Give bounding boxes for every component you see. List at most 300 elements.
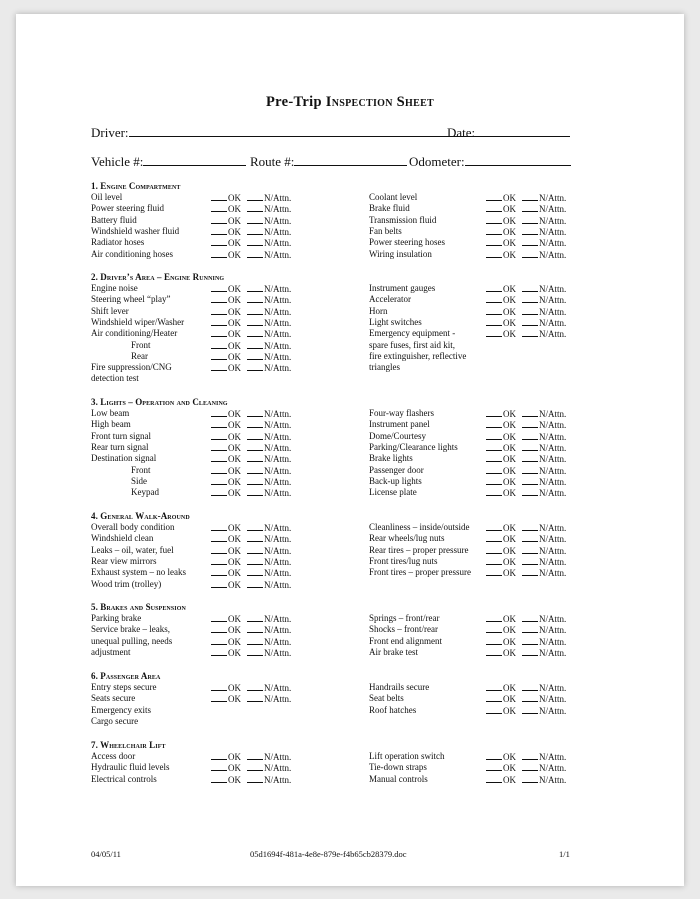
checklist-row — [91, 579, 316, 590]
checklist-item-label: Roof hatches — [369, 704, 417, 715]
na-blank[interactable] — [247, 465, 263, 474]
checklist-row — [369, 693, 599, 704]
ok-blank[interactable] — [486, 419, 502, 428]
na-label: N/Attn. — [264, 204, 292, 215]
ok-blank[interactable] — [211, 579, 227, 588]
ok-blank[interactable] — [486, 283, 502, 292]
na-blank[interactable] — [522, 476, 538, 485]
checklist-item-label: Front — [131, 464, 151, 475]
ok-blank[interactable] — [211, 567, 227, 576]
na-label: N/Attn. — [264, 351, 292, 362]
ok-na-checks — [211, 751, 291, 763]
checklist-row — [91, 487, 316, 498]
ok-label: OK — [228, 193, 241, 203]
na-blank[interactable] — [247, 192, 263, 201]
checklist-row — [369, 419, 599, 430]
na-label: N/Attn. — [539, 284, 567, 294]
na-blank[interactable] — [522, 419, 538, 428]
checklist-row — [369, 237, 599, 248]
checklist-item-label: High beam — [91, 419, 131, 430]
na-blank[interactable] — [247, 751, 263, 760]
checklist-row — [369, 408, 599, 419]
na-label: N/Attn. — [264, 579, 292, 590]
ok-blank[interactable] — [486, 636, 502, 645]
ok-blank[interactable] — [486, 306, 502, 315]
ok-na-checks — [486, 762, 566, 774]
ok-label: OK — [503, 752, 516, 762]
na-blank[interactable] — [247, 579, 263, 588]
ok-blank[interactable] — [211, 431, 227, 440]
checklist-item-label: Front — [131, 339, 151, 350]
na-blank[interactable] — [522, 774, 538, 783]
ok-blank[interactable] — [211, 328, 227, 337]
na-blank[interactable] — [522, 487, 538, 496]
checklist-row — [369, 431, 599, 442]
ok-label: OK — [503, 683, 516, 693]
ok-blank[interactable] — [486, 613, 502, 622]
na-label: N/Attn. — [539, 534, 567, 545]
ok-blank[interactable] — [486, 408, 502, 417]
ok-blank[interactable] — [211, 624, 227, 633]
na-blank[interactable] — [522, 693, 538, 702]
checklist-row — [91, 192, 316, 203]
checklist-item-label: Power steering fluid — [91, 203, 164, 214]
na-blank[interactable] — [522, 682, 538, 691]
na-blank[interactable] — [522, 453, 538, 462]
ok-blank[interactable] — [486, 237, 502, 246]
checklist-row — [91, 751, 316, 762]
na-blank[interactable] — [247, 294, 263, 303]
na-blank[interactable] — [247, 351, 263, 360]
checklist-item-label: Parking/Clearance lights — [369, 441, 458, 452]
na-blank[interactable] — [247, 237, 263, 246]
ok-na-checks — [211, 431, 291, 443]
na-blank[interactable] — [247, 419, 263, 428]
checklist-item-label: Tie-down straps — [369, 762, 427, 773]
na-label: N/Attn. — [539, 465, 567, 476]
na-blank[interactable] — [522, 762, 538, 771]
na-blank[interactable] — [247, 636, 263, 645]
na-label: N/Attn. — [264, 636, 292, 647]
ok-blank[interactable] — [211, 453, 227, 462]
ok-blank[interactable] — [211, 340, 227, 349]
ok-na-checks — [486, 487, 566, 499]
na-blank[interactable] — [522, 567, 538, 576]
ok-blank[interactable] — [486, 465, 502, 474]
ok-na-checks — [486, 647, 566, 659]
na-blank[interactable] — [247, 226, 263, 235]
checklist-item-label: Lift operation switch — [369, 751, 445, 761]
ok-blank[interactable] — [211, 215, 227, 224]
ok-na-checks — [486, 442, 566, 454]
checklist-row — [91, 682, 316, 693]
ok-blank[interactable] — [211, 693, 227, 702]
na-blank[interactable] — [247, 647, 263, 656]
ok-na-checks — [211, 476, 291, 488]
ok-blank[interactable] — [486, 328, 502, 337]
section-heading: 3. Lights – Operation and Cleaning — [91, 397, 228, 407]
ok-blank[interactable] — [486, 215, 502, 224]
ok-label: OK — [503, 238, 516, 249]
ok-label: OK — [228, 409, 241, 419]
ok-label: OK — [228, 284, 241, 294]
checklist-row — [91, 317, 316, 328]
ok-na-checks — [486, 624, 566, 636]
ok-label: OK — [228, 636, 241, 647]
ok-blank[interactable] — [211, 306, 227, 315]
ok-na-checks — [486, 545, 566, 557]
ok-na-checks — [211, 408, 291, 420]
na-blank[interactable] — [247, 762, 263, 771]
ok-label: OK — [503, 317, 516, 328]
ok-na-checks — [486, 328, 566, 340]
ok-blank[interactable] — [211, 613, 227, 622]
ok-na-checks — [486, 774, 566, 786]
ok-blank[interactable] — [486, 317, 502, 326]
checklist-row — [369, 567, 599, 578]
na-blank[interactable] — [522, 317, 538, 326]
ok-blank[interactable] — [486, 476, 502, 485]
na-label: N/Attn. — [264, 249, 292, 260]
checklist-item-label: Front tires/lug nuts — [369, 555, 438, 566]
ok-na-checks — [211, 682, 291, 694]
ok-na-checks — [211, 556, 291, 568]
ok-blank[interactable] — [211, 249, 227, 258]
ok-label: OK — [228, 488, 241, 499]
checklist-row — [91, 226, 316, 237]
ok-blank[interactable] — [211, 351, 227, 360]
footer-date: 04/05/11 — [91, 849, 121, 859]
ok-blank[interactable] — [486, 647, 502, 656]
checklist-row — [91, 294, 316, 305]
ok-na-checks — [211, 613, 291, 625]
na-blank[interactable] — [522, 751, 538, 760]
ok-blank[interactable] — [486, 533, 502, 542]
ok-label: OK — [228, 579, 241, 590]
na-blank[interactable] — [522, 613, 538, 622]
checklist-item-label: Low beam — [91, 408, 130, 418]
inspection-sheet-page — [16, 14, 684, 886]
ok-blank[interactable] — [486, 249, 502, 258]
na-label: N/Attn. — [539, 614, 567, 624]
na-blank[interactable] — [522, 192, 538, 201]
na-label: N/Attn. — [264, 774, 292, 785]
date-field[interactable] — [447, 125, 570, 141]
na-label: N/Attn. — [264, 238, 292, 249]
na-blank[interactable] — [522, 306, 538, 315]
ok-label: OK — [228, 614, 241, 624]
checklist-item-label: Entry steps secure — [91, 682, 157, 692]
section-heading: 4. General Walk-Around — [91, 511, 190, 521]
na-blank[interactable] — [247, 613, 263, 622]
na-blank[interactable] — [247, 624, 263, 633]
checklist-item-label: Front turn signal — [91, 430, 151, 441]
ok-na-checks — [486, 522, 566, 534]
na-blank[interactable] — [247, 522, 263, 531]
checklist-row — [91, 237, 316, 248]
ok-na-checks — [486, 465, 566, 477]
date-label: Date: — [447, 125, 476, 140]
ok-blank[interactable] — [486, 294, 502, 303]
na-blank[interactable] — [522, 328, 538, 337]
route-line[interactable] — [294, 154, 407, 166]
checklist-row — [369, 249, 599, 260]
na-blank[interactable] — [247, 774, 263, 783]
date-line[interactable] — [475, 125, 570, 137]
ok-blank[interactable] — [211, 226, 227, 235]
na-blank[interactable] — [522, 636, 538, 645]
checklist-row — [91, 373, 316, 384]
ok-blank[interactable] — [486, 545, 502, 554]
na-label: N/Attn. — [539, 523, 567, 533]
na-blank[interactable] — [522, 522, 538, 531]
na-label: N/Attn. — [539, 636, 567, 647]
ok-blank[interactable] — [211, 647, 227, 656]
ok-na-checks — [486, 751, 566, 763]
ok-blank[interactable] — [211, 556, 227, 565]
ok-blank[interactable] — [486, 522, 502, 531]
ok-blank[interactable] — [486, 487, 502, 496]
ok-blank[interactable] — [486, 774, 502, 783]
checklist-item-label: Emergency exits — [91, 704, 152, 715]
na-blank[interactable] — [522, 226, 538, 235]
na-blank[interactable] — [522, 249, 538, 258]
na-blank[interactable] — [247, 203, 263, 212]
checklist-item-label: Horn — [369, 305, 388, 316]
ok-na-checks — [211, 203, 291, 215]
na-blank[interactable] — [247, 306, 263, 315]
ok-blank[interactable] — [486, 453, 502, 462]
ok-blank[interactable] — [211, 522, 227, 531]
na-blank[interactable] — [247, 556, 263, 565]
na-blank[interactable] — [522, 215, 538, 224]
ok-na-checks — [211, 226, 291, 238]
checklist-item-label: Brake fluid — [369, 203, 410, 214]
ok-blank[interactable] — [211, 442, 227, 451]
checklist-row — [369, 317, 599, 328]
na-blank[interactable] — [247, 328, 263, 337]
ok-na-checks — [211, 647, 291, 659]
checklist-item-label: Rear — [131, 350, 148, 361]
ok-na-checks — [486, 283, 566, 295]
checklist-item-label: Wood trim (trolley) — [91, 578, 162, 589]
ok-label: OK — [503, 763, 516, 774]
na-label: N/Attn. — [264, 476, 292, 487]
checklist-row — [369, 453, 599, 464]
ok-label: OK — [228, 317, 241, 328]
checklist-row — [91, 340, 316, 351]
checklist-row — [91, 362, 316, 373]
ok-blank[interactable] — [211, 419, 227, 428]
na-blank[interactable] — [247, 362, 263, 371]
ok-blank[interactable] — [486, 624, 502, 633]
ok-na-checks — [486, 682, 566, 694]
ok-label: OK — [503, 705, 516, 716]
na-blank[interactable] — [247, 545, 263, 554]
ok-blank[interactable] — [486, 693, 502, 702]
ok-blank[interactable] — [211, 192, 227, 201]
ok-label: OK — [228, 545, 241, 556]
na-blank[interactable] — [522, 533, 538, 542]
na-blank[interactable] — [522, 624, 538, 633]
ok-blank[interactable] — [486, 226, 502, 235]
na-blank[interactable] — [247, 317, 263, 326]
na-blank[interactable] — [522, 283, 538, 292]
na-blank[interactable] — [247, 340, 263, 349]
ok-blank[interactable] — [211, 751, 227, 760]
na-blank[interactable] — [247, 693, 263, 702]
ok-label: OK — [228, 683, 241, 693]
driver-line[interactable] — [129, 125, 478, 137]
ok-blank[interactable] — [211, 545, 227, 554]
na-label: N/Attn. — [264, 284, 292, 294]
ok-blank[interactable] — [211, 294, 227, 303]
ok-blank[interactable] — [486, 751, 502, 760]
ok-label: OK — [228, 329, 241, 340]
ok-label: OK — [503, 614, 516, 624]
ok-blank[interactable] — [211, 487, 227, 496]
checklist-item-label: Parking brake — [91, 613, 142, 623]
checklist-row — [91, 716, 316, 727]
ok-blank[interactable] — [211, 283, 227, 292]
na-blank[interactable] — [522, 556, 538, 565]
na-blank[interactable] — [247, 453, 263, 462]
checklist-item-label: Battery fluid — [91, 214, 137, 225]
na-blank[interactable] — [247, 215, 263, 224]
na-blank[interactable] — [522, 431, 538, 440]
na-label: N/Attn. — [539, 752, 567, 762]
ok-blank[interactable] — [211, 774, 227, 783]
na-blank[interactable] — [247, 476, 263, 485]
ok-na-checks — [211, 419, 291, 431]
ok-label: OK — [503, 226, 516, 237]
ok-na-checks — [211, 465, 291, 477]
ok-label: OK — [228, 215, 241, 226]
vehicle-field[interactable] — [91, 154, 246, 170]
checklist-item-label: Manual controls — [369, 773, 428, 784]
section-heading: 6. Passenger Area — [91, 671, 161, 681]
ok-label: OK — [228, 752, 241, 762]
na-blank[interactable] — [522, 294, 538, 303]
na-blank[interactable] — [247, 487, 263, 496]
checklist-item-label: Emergency equipment - — [369, 328, 456, 339]
ok-na-checks — [486, 556, 566, 568]
ok-blank[interactable] — [211, 476, 227, 485]
na-blank[interactable] — [522, 465, 538, 474]
na-blank[interactable] — [247, 283, 263, 292]
ok-blank[interactable] — [211, 636, 227, 645]
ok-blank[interactable] — [486, 567, 502, 576]
ok-blank[interactable] — [486, 431, 502, 440]
ok-blank[interactable] — [486, 442, 502, 451]
section-heading: 2. Driver’s Area – Engine Running — [91, 272, 225, 282]
ok-blank[interactable] — [211, 682, 227, 691]
ok-na-checks — [211, 579, 291, 591]
na-blank[interactable] — [522, 647, 538, 656]
ok-blank[interactable] — [486, 705, 502, 714]
na-blank[interactable] — [247, 249, 263, 258]
ok-blank[interactable] — [486, 203, 502, 212]
checklist-row — [369, 647, 599, 658]
checklist-row — [91, 419, 316, 430]
na-blank[interactable] — [247, 408, 263, 417]
checklist-item-label: unequal pulling, needs — [91, 635, 173, 646]
vehicle-line[interactable] — [143, 154, 246, 166]
odometer-field[interactable] — [409, 154, 571, 170]
na-blank[interactable] — [522, 237, 538, 246]
na-blank[interactable] — [522, 545, 538, 554]
checklist-row — [369, 522, 599, 533]
route-field[interactable] — [250, 154, 407, 170]
na-blank[interactable] — [247, 533, 263, 542]
checklist-row — [91, 762, 316, 773]
ok-blank[interactable] — [211, 362, 227, 371]
checklist-row — [369, 192, 599, 203]
ok-blank[interactable] — [486, 682, 502, 691]
ok-blank[interactable] — [211, 465, 227, 474]
ok-na-checks — [211, 192, 291, 204]
ok-blank[interactable] — [486, 556, 502, 565]
na-blank[interactable] — [522, 442, 538, 451]
ok-label: OK — [228, 647, 241, 658]
odometer-line[interactable] — [465, 154, 571, 166]
na-blank[interactable] — [522, 203, 538, 212]
checklist-item-label: spare fuses, first aid kit, — [369, 339, 455, 350]
na-blank[interactable] — [247, 431, 263, 440]
na-label: N/Attn. — [264, 306, 292, 317]
checklist-item-label: Engine noise — [91, 283, 138, 293]
checklist-item-label: Cleanliness – inside/outside — [369, 522, 470, 532]
ok-label: OK — [228, 295, 241, 306]
ok-na-checks — [211, 351, 291, 363]
na-label: N/Attn. — [539, 442, 567, 453]
section-heading: 1. Engine Compartment — [91, 181, 181, 191]
ok-na-checks — [211, 294, 291, 306]
na-label: N/Attn. — [264, 683, 292, 693]
ok-blank[interactable] — [486, 762, 502, 771]
na-blank[interactable] — [247, 682, 263, 691]
ok-blank[interactable] — [211, 533, 227, 542]
na-label: N/Attn. — [264, 556, 292, 567]
ok-na-checks — [211, 774, 291, 786]
ok-na-checks — [486, 294, 566, 306]
na-label: N/Attn. — [264, 523, 292, 533]
ok-label: OK — [228, 306, 241, 317]
checklist-row — [369, 762, 599, 773]
checklist-item-label: Rear tires – proper pressure — [369, 544, 469, 555]
na-label: N/Attn. — [264, 647, 292, 658]
ok-label: OK — [228, 556, 241, 567]
ok-blank[interactable] — [211, 762, 227, 771]
ok-blank[interactable] — [211, 237, 227, 246]
checklist-row — [91, 203, 316, 214]
ok-blank[interactable] — [486, 192, 502, 201]
na-blank[interactable] — [522, 408, 538, 417]
driver-field[interactable] — [91, 125, 478, 141]
na-blank[interactable] — [247, 567, 263, 576]
checklist-item-label: Instrument gauges — [369, 283, 436, 293]
na-blank[interactable] — [247, 442, 263, 451]
checklist-item-label: Shocks – front/rear — [369, 624, 438, 635]
na-blank[interactable] — [522, 705, 538, 714]
ok-blank[interactable] — [211, 317, 227, 326]
ok-blank[interactable] — [211, 408, 227, 417]
na-label: N/Attn. — [539, 204, 567, 215]
ok-blank[interactable] — [211, 203, 227, 212]
ok-na-checks — [211, 762, 291, 774]
ok-na-checks — [211, 237, 291, 249]
na-label: N/Attn. — [264, 534, 292, 545]
